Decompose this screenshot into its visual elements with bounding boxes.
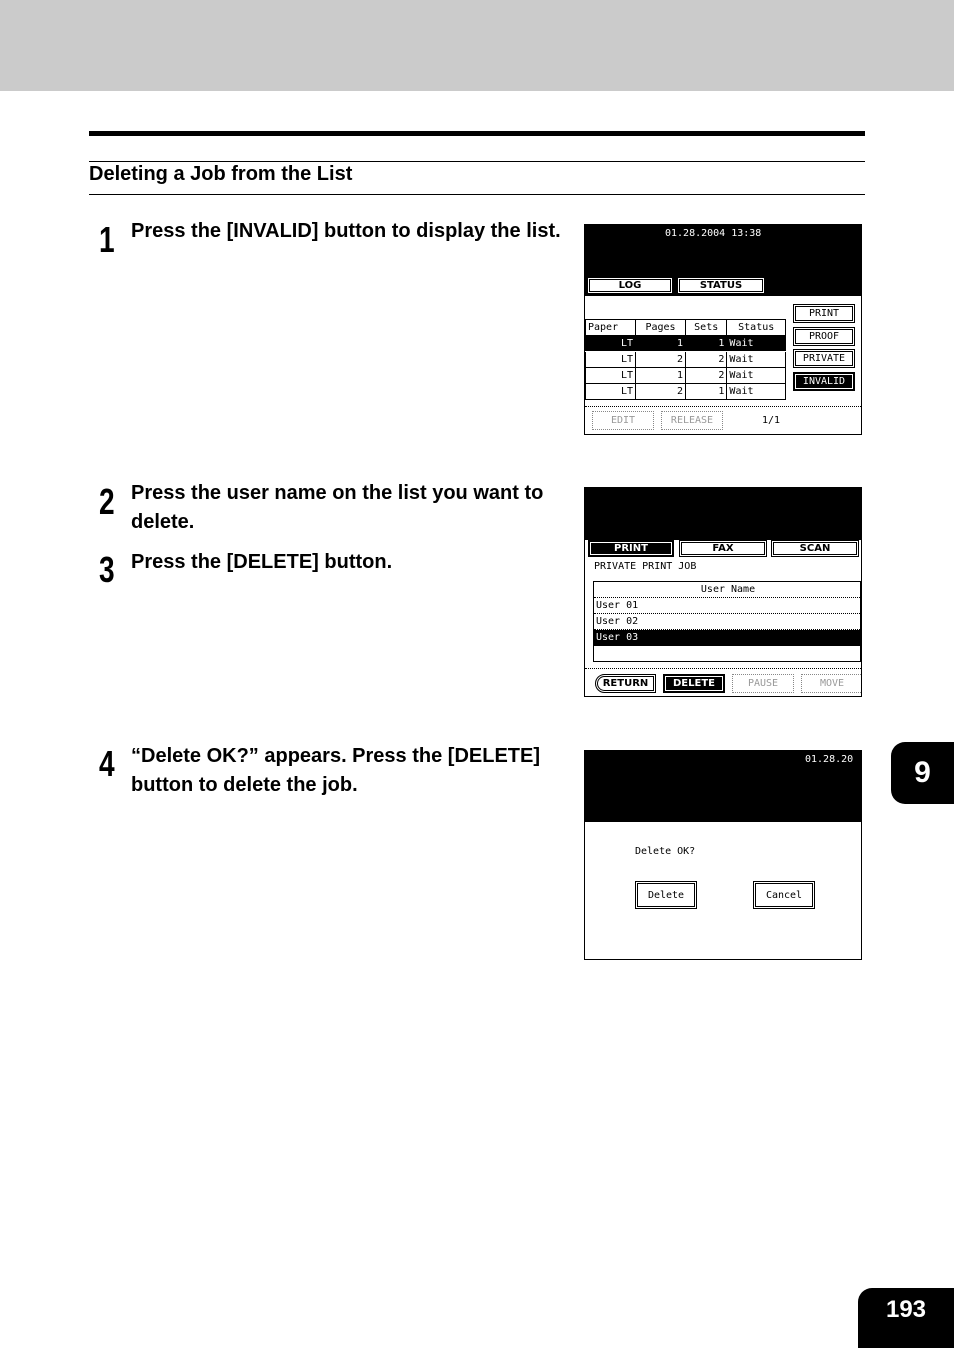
divider <box>585 668 861 669</box>
table-row[interactable]: LT 2 1 Wait <box>586 384 786 400</box>
title-rule-top <box>89 161 865 162</box>
list-item[interactable]: User 01 <box>594 598 860 614</box>
cancel-button[interactable]: Cancel <box>753 881 815 909</box>
list-item[interactable]: User 03 <box>594 630 860 646</box>
divider <box>585 406 861 407</box>
tab-status[interactable]: STATUS <box>677 277 765 294</box>
step-text: Press the [DELETE] button. <box>131 551 393 573</box>
delete-button[interactable]: DELETE <box>663 674 725 693</box>
step-number: 1 <box>99 219 115 260</box>
return-button[interactable]: RETURN <box>595 674 656 693</box>
step-number: 4 <box>99 743 115 784</box>
step-text: Press the user name on the list you want to delete. <box>131 482 544 533</box>
move-button[interactable]: MOVE <box>801 674 862 693</box>
release-button[interactable]: RELEASE <box>661 411 723 430</box>
screen-heading: PRIVATE PRINT JOB <box>594 561 697 572</box>
delete-button[interactable]: Delete <box>635 881 697 909</box>
list-item[interactable]: User 02 <box>594 614 860 630</box>
private-button[interactable]: PRIVATE <box>793 349 855 368</box>
column-header: Pages <box>636 320 686 336</box>
proof-button[interactable]: PROOF <box>793 327 855 346</box>
column-header: Status <box>727 320 786 336</box>
page-number: 193 <box>858 1288 954 1348</box>
tab-log[interactable]: LOG <box>587 277 673 294</box>
invalid-button[interactable]: INVALID <box>793 372 855 391</box>
section-title: Deleting a Job from the List <box>89 163 353 185</box>
screen-header <box>585 488 861 540</box>
section-rule <box>89 131 865 136</box>
screen-private-print <box>584 487 862 697</box>
table-row[interactable]: LT 1 1 Wait <box>586 336 786 352</box>
user-list <box>593 581 861 662</box>
step-number: 2 <box>99 481 115 522</box>
pause-button[interactable]: PAUSE <box>732 674 794 693</box>
screen-header <box>585 751 861 822</box>
datetime: 01.28.20 <box>805 754 854 765</box>
screen-job-status <box>584 224 862 435</box>
job-table <box>585 319 786 400</box>
step-number: 3 <box>99 549 115 590</box>
tab-fax[interactable]: FAX <box>679 540 767 557</box>
confirm-message: Delete OK? <box>635 846 696 857</box>
step-text: “Delete OK?” appears. Press the [DELETE] button to delete the job. <box>131 745 541 796</box>
chapter-tab: 9 <box>891 742 954 804</box>
page-indicator: 1/1 <box>762 415 781 426</box>
edit-button[interactable]: EDIT <box>592 411 654 430</box>
table-row[interactable]: LT 2 2 Wait <box>586 352 786 368</box>
print-button[interactable]: PRINT <box>793 304 855 323</box>
column-header: Sets <box>686 320 727 336</box>
list-header: User Name <box>594 582 860 598</box>
tab-print[interactable]: PRINT <box>588 540 674 557</box>
datetime: 01.28.2004 13:38 <box>665 228 762 239</box>
table-row[interactable]: LT 1 2 Wait <box>586 368 786 384</box>
step-text: Press the [INVALID] button to display the list. <box>131 220 561 242</box>
screen-delete-confirm <box>584 750 862 960</box>
column-header: Paper <box>586 320 636 336</box>
title-rule-bottom <box>89 194 865 195</box>
header-band <box>0 0 954 91</box>
tab-scan[interactable]: SCAN <box>771 540 859 557</box>
list-item-empty <box>594 646 860 661</box>
